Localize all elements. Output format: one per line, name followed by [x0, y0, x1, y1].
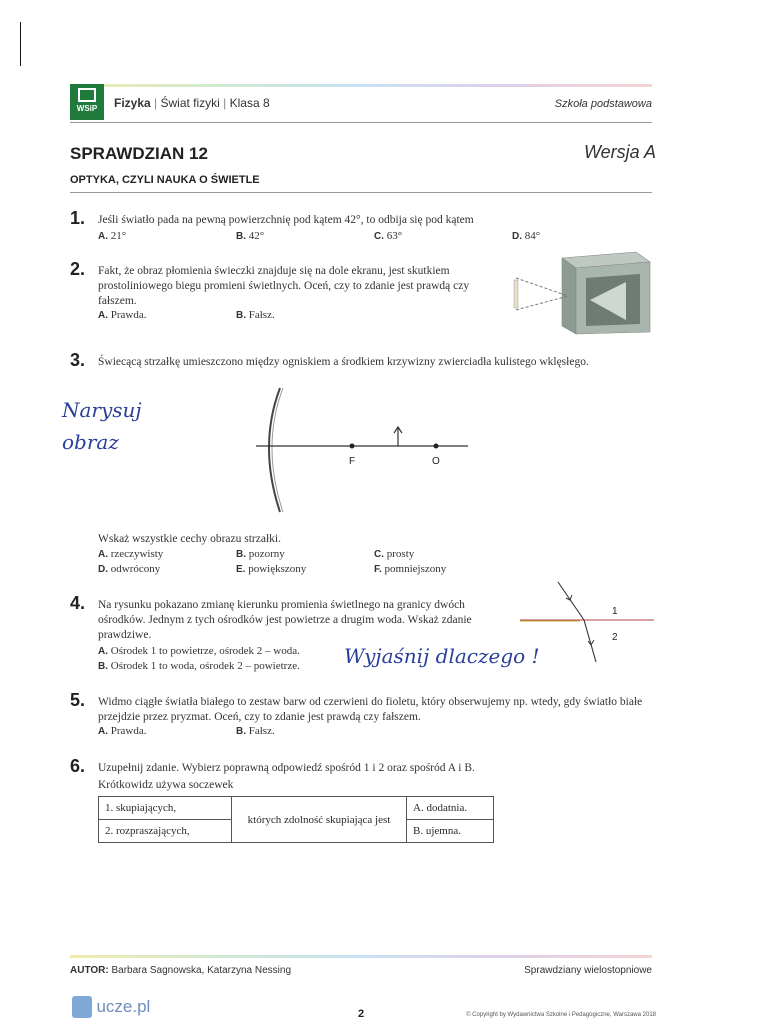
question-6-number: 6. [70, 756, 86, 776]
concave-mirror-diagram [250, 384, 480, 520]
grade-label: Klasa 8 [229, 96, 270, 110]
page-number: 2 [358, 1008, 365, 1020]
q1-option-b[interactable]: B. 42° [236, 230, 265, 242]
title-rule [70, 192, 652, 193]
site-logo [72, 996, 150, 1020]
question-2-text: Fakt, że obraz płomienia świeczki znajduje się na dole ekranu, jest skutkiem prostoliniowego biegu promieni świetlnych. Oceń, czy to zdanie jest prawdą czy fałszem. [98, 265, 470, 307]
header-separator: | [154, 96, 161, 110]
wsip-logo-mark [78, 88, 96, 102]
question-3-subtext: Wskaż wszystkie cechy obrazu strzałki. [98, 533, 281, 545]
q3-option-b[interactable]: B. pozorny [236, 548, 285, 560]
q1-option-a[interactable]: A. 21° [98, 230, 127, 242]
authors-text: Barbara Sagnowska, Katarzyna Nessing [111, 965, 292, 976]
q3-option-d[interactable]: D. odwrócony [98, 563, 161, 575]
subject-label: Fizyka [114, 96, 151, 110]
q6-cell-1[interactable]: 1. skupiających, [99, 797, 232, 820]
q2-option-a[interactable]: A. Prawda. [98, 309, 147, 321]
q5-option-a[interactable]: A. Prawda. [98, 725, 147, 737]
q5-option-b[interactable]: B. Fałsz. [236, 725, 275, 737]
question-5-number: 5. [70, 690, 86, 710]
q3-option-f[interactable]: F. pomniejszony [374, 563, 447, 575]
question-3-number: 3. [70, 350, 86, 370]
question-4-number: 4. [70, 593, 86, 613]
question-6-text: Uzupełnij zdanie. Wybierz poprawną odpowiedź spośród 1 i 2 oraz spośród A i B. [98, 762, 475, 774]
footer-rule [70, 955, 652, 958]
q3-option-e[interactable]: E. powiększony [236, 563, 307, 575]
q6-answer-table [98, 796, 494, 843]
q6-cell-2[interactable]: 2. rozpraszających, [99, 820, 232, 843]
series-label: Świat fizyki [160, 96, 220, 110]
copyright-text: © Copyright by Wydawnictwa Szkolne i Pedagogiczne, Warszawa 2018 [466, 1012, 656, 1018]
q3-option-a[interactable]: A. rzeczywisty [98, 548, 164, 560]
q4-handwritten-note: Wyjaśnij dlaczego ! [344, 644, 540, 668]
medium-1-label: 1 [612, 606, 618, 617]
header-breadcrumb [114, 96, 270, 110]
refraction-diagram [520, 578, 656, 664]
q6-cell-middle: których zdolność skupiająca jest [232, 797, 407, 843]
question-6-subtext: Krótkowidz używa soczewek [98, 779, 234, 791]
q1-option-d[interactable]: D. 84° [512, 230, 541, 242]
question-1-text: Jeśli światło pada na pewną powierzchnię pod kątem 42°, to odbija się pod kątem [98, 214, 474, 226]
question-5-text: Widmo ciągłe światła białego to zestaw barw od czerwieni do fioletu, który obserwujemy np. wtedy, gdy światło białe przejdzie przez pryzmat. Oceń, czy to zdanie jest prawdą czy fałszem. [98, 696, 643, 723]
footer-series: Sprawdziany wielostopniowe [524, 965, 652, 976]
site-logo-text: ucze.pl [96, 997, 151, 1016]
header-rule-bottom [70, 122, 652, 123]
camera-obscura-illustration [506, 248, 654, 340]
q4-option-b[interactable]: B. Ośrodek 1 to woda, ośrodek 2 – powietrze. [98, 660, 300, 672]
focus-label: F [349, 456, 356, 467]
q2-option-b[interactable]: B. Fałsz. [236, 309, 275, 321]
author-label: AUTOR: [70, 965, 109, 976]
test-version: Wersja A [583, 142, 656, 162]
test-topic: OPTYKA, CZYLI NAUKA O ŚWIETLE [70, 174, 260, 186]
pen-mark [20, 22, 21, 66]
test-title: SPRAWDZIAN 12 [70, 144, 208, 163]
wsip-logo: WSiP [70, 84, 104, 120]
site-logo-badge [72, 996, 92, 1018]
q3-option-c[interactable]: C. prosty [374, 548, 415, 560]
school-level-label: Szkoła podstawowa [554, 98, 652, 110]
q6-cell-b[interactable]: B. ujemna. [407, 820, 494, 843]
q3-handwritten-note: Narysuj obraz [62, 398, 142, 454]
q1-option-c[interactable]: C. 63° [374, 230, 403, 242]
medium-2-label: 2 [612, 632, 618, 643]
header-rule-top [70, 84, 652, 87]
footer-authors [70, 965, 291, 976]
header-separator: | [223, 96, 230, 110]
question-2-number: 2. [70, 259, 86, 279]
center-label: O [432, 456, 440, 467]
question-1-number: 1. [70, 208, 86, 228]
question-4-text: Na rysunku pokazano zmianę kierunku promienia świetlnego na granicy dwóch ośrodków. Jednym z tych ośrodków jest powietrze a drugim woda. Wskaż zdanie prawdziwe. [98, 599, 472, 641]
question-3-text: Świecącą strzałkę umieszczono między ogniskiem a środkiem krzywizny zwierciadła kulistego wklęsłego. [98, 356, 589, 368]
q6-cell-a[interactable]: A. dodatnia. [407, 797, 494, 820]
q4-option-a[interactable]: A. Ośrodek 1 to powietrze, ośrodek 2 – woda. [98, 645, 300, 657]
